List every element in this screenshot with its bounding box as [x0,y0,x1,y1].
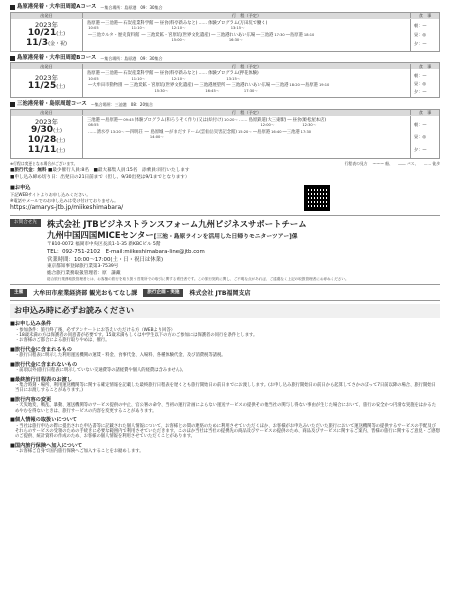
itinerary-line [87,33,406,43]
route-segment: ―がまだすドーム(雲仙岳災害記念館) [164,129,237,135]
manager-note: 総合旅行業務取扱管理者とは、お客様の旅行を取り扱う営業所での取引に関する責任者です。この旅行契約に関し、ご不明な点があれば、ご遠慮なく上記の取扱管理者にお尋ねください。 [46,276,349,281]
square-bullet-icon [10,56,15,61]
route-segment: ―三池港― [100,20,123,26]
route-segment: ― [194,83,199,89]
itinerary-line [87,118,406,128]
itinerary-line [87,130,406,140]
itinerary [83,116,411,158]
route-segment: ―島原港― [100,117,123,123]
departure-dates: 2023年 10/21(土) 11/3(金・祝) [11,19,83,51]
itinerary-stop: 島原鉄道(大三東駅) 12:00～ [248,117,287,128]
notice-section-text: ・参加条件：旅行終了後、必ずアンケートにお答えいただける方（WEBより回答） ・18歳未満の方は保護者の同意書が必要です。15歳未満もしくは中学生以下の方のご参加には保護者の同行を条件とします。 ・お客様のご都合による旅行取りやめは、催行。 [15,327,258,344]
itinerary-stop: 体験プログラム(押花体験) 13:15～ [208,71,259,81]
deadline-info: ■申し込み締め切り日：出発日の21日前まで（但し、9/30出発は9/1までとなります） [10,175,190,181]
itinerary-stop: 三池炭鉱・宮原坑(世界文化遺産) 15:00～ [146,32,211,42]
operator-org: 株式会社 JTB福岡支店 [189,289,251,297]
route-segment: ― [287,117,292,123]
schedule-change-note: ※行程は変更となる場合がございます。 [10,160,78,166]
tour-table [10,109,440,159]
route-segment: ―三池港 [271,83,289,89]
itinerary-stop: 昼食(料亭新みなと) 12:10～ [159,71,198,81]
itinerary-stop: 18:20 [289,83,300,88]
meeting-point: ～集合場所：島原港 09：30集合 [100,4,163,10]
departure-dates: 2023年 11/25(土) [11,69,83,97]
contact-tag: お問合せ先 [10,219,41,227]
itinerary-stop: 17:30 [274,32,285,37]
route-segment: ― [154,71,159,77]
table-header: 出発日 行 程（予定） 食 事 [11,63,439,69]
operator-tag: 旅行企画・実施 [143,289,183,297]
apply-text: 下記WEBサイトよりお申し込みください。 [10,192,91,198]
contact-org: 株式会社 JTBビジネストランスフォーム九州ビジネスサポートチーム [46,219,307,230]
application-section [10,185,440,212]
contact-center: 九州中国四国MICEセンター[三池・島原ラインを活用した日帰りモニターツアー]係 [46,229,298,240]
route-segment: ― [141,32,146,38]
notice-section-title: ■旅行代金に含まれるもの [10,346,72,353]
route-segment: ―大牟田市動物園 [88,83,123,89]
departure-date: 11/3(金・祝) [26,37,67,48]
notice-section-title: ■最終旅行日程表のお渡し [10,376,72,383]
route-segment: ―島原港 [252,129,271,135]
schedule-notes [10,162,440,167]
route-segment: ―三池港 [282,129,300,135]
business-hours: 営業時間：10:00～17:00(土・日・祝日は休業) [46,256,164,263]
notice-section-title: ■国内旅行保険へ加入について [10,442,83,449]
sponsor-row [10,289,440,301]
itinerary-stop: 石炭産業科学館 11:10～ [123,20,154,31]
departure-date: 11/11(土) [27,144,66,155]
contact-address: 〒810-0072 福岡市中央区長浜1-1-35 新KBCビル 5階 [46,242,161,248]
tour-block [10,4,440,52]
tour-block [10,101,440,159]
notice-section-title: ■個人情報の取扱いについて [10,417,78,423]
route-segment: ― [211,32,216,38]
itinerary-line [87,83,406,93]
itinerary-stop: 体験プログラム(万田坑で働く) 13:15～ [208,20,268,31]
route-segment: ― [226,83,231,89]
route-segment: …… [239,117,248,123]
notice-title: お申込み時に必ずお読みください [10,304,440,318]
route-segment: …… [198,71,208,77]
tour-table [10,62,440,98]
apply-note: ※電話やメールでのお申し込みは受け付けておりません。 [10,197,119,203]
departure-date: 10/21(土) [27,27,66,38]
tour-schedules [10,4,440,159]
route-segment: ……湧水亭 [88,129,110,135]
notice-section-title: ■お申し込み条件 [10,321,52,328]
meals: 朝：— 昼：◎ 夕：— [414,22,427,47]
tour-title: 島原港発着・大牟田周遊Bコース ～集合場所：島原港 09：30集合 [10,55,440,62]
notice-section-text: ・天災地変、戦乱、暴動、運送機関等のサービス提供の中止、官公署の命令、当初の運行計画によらない運送サービスの提供その他当社の関与し得ない事由が生じた場合において、旅行の安全かつ円滑な実施をはかるためやむを得ないときは、旅行サービスの内容を変更することがあります。 [15,403,436,414]
square-bullet-icon [10,102,15,107]
table-header: 出発日 行 程（予定） 食 事 [11,110,439,116]
itinerary-stop: 三池港れいあい広場 17:30～ [231,83,271,93]
itinerary-stop: 三池港れいあい広場 16:30～ [216,32,256,42]
tour-block [10,55,440,98]
route-segment: 体験プログラム(和ろうそく作り)又は(絵付け) [134,117,224,123]
sponsor-tag: 主催 [10,289,27,297]
notice-section-text: ・集合時刻・場所、利用運送機関等に関する確定情報を記載した最終旅行日程表を遅くとも旅行開始日の前日までにお渡しします。(お申し込み旅行開始日の前日から起算してさかのぼって7日前以降の場合、旅行開始日当日にお渡しすることがあります。) [15,383,436,394]
itinerary-stop: 島原港 10:05 [87,71,100,81]
notice-section-text: ・旅行日程表に明示した利用運送機関の運賃・料金、食事代金、入場料、各種体験代金、及び消費税等諸税。 [15,353,226,359]
contact-section [10,215,440,285]
route-segment: …… [198,20,208,26]
notice-section-title: ■旅行内容の変更 [10,396,52,403]
route-segment: ―三池港 [256,32,274,38]
itinerary-line [87,71,406,81]
departure-date: 11/25(土) [27,81,66,92]
itinerary-stop: 昼食(姫松屋本店) 12:30～ [292,117,327,128]
itinerary [83,19,411,51]
itinerary-stop: 昼食(料亭新みなと) 12:10～ [159,20,198,31]
route-segment: ―三池港― [100,71,123,77]
tour-title: 島原港発着・大牟田周遊Aコース ～集合場所：島原港 09：30集合 [10,4,440,11]
itinerary-line [87,21,406,31]
notice-section-text: ・前項以外(旅行日程表に明示していない交通費等の諸経費や個人的経費は含みません)。 [15,368,186,374]
itinerary-stop: 島原城 14:00～ [149,129,164,140]
itinerary [83,69,411,97]
contact-tel-email[interactable]: TEL：092-751-2102 E-mail:miikeshimabara-line@jtb.com [46,248,205,255]
notice-section-text: ・お客様ご自身で国内旅行保険へご加入することをお勧めします。 [15,449,144,455]
route-segment: ― [124,83,129,89]
itinerary-stop: 三池港 08:55 [87,117,100,128]
meeting-point: ～集合場所：三池港 08：20集合 [90,101,153,107]
itinerary-stop: 13:20～ [110,129,125,134]
departure-date: 9/30(土) [31,124,62,135]
itinerary-stop: 三池港展望所 16:45～ [199,83,226,93]
notice-sections [10,321,440,454]
route-segment: ―四明荘 [125,129,143,135]
itinerary-stop: 09:45 [123,117,134,122]
departure-dates: 2023年 9/30(土) 10/28(土) 11/11(土) [11,116,83,158]
route-segment: ―三池カルタ・歴史資料館 [88,32,140,38]
itinerary-stop: 16:40 [271,129,282,134]
manager-name: 総合旅行業務取扱管理者：原 謙藏 [46,271,121,277]
meals: 朝：— 昼：◎ 夕：— [414,121,427,152]
qr-code-icon[interactable] [304,185,330,211]
itinerary-stop: 10:20～ [224,117,238,122]
itinerary-stop: 17:30 [300,129,312,134]
sponsor-org: 大牟田市産業経済部 観光おもてなし課 [33,289,138,297]
apply-title: ■お申込 [10,184,31,191]
meeting-point: ～集合場所：島原港 09：30集合 [100,55,163,61]
fare-info: ■旅行代金：無料 ■最少催行人員:8名 ■最大募集人員:15名 添乗員:同行いたします [10,168,190,174]
itinerary-stop: 15:20～ [237,129,252,134]
apply-url-link[interactable]: https://amarys-jtb.jp/miikeshimabara/ [10,203,124,211]
table-header: 出発日 行 程（予定） 食 事 [11,13,439,19]
itinerary-stop: 島原港 10:05 [87,20,100,31]
notice-section-title: ■旅行代金に含まれないもの [10,361,78,368]
itinerary-stop: 三池炭鉱・宮原坑(世界文化遺産) 15:30～ [129,83,194,93]
square-bullet-icon [10,5,15,10]
departure-date: 10/28(土) [27,134,66,145]
route-segment: ―島原港 [285,32,303,38]
tour-table [10,12,440,52]
route-legend: 行程表の見方 ～～～ 船、 ―― バス、 …… 徒歩 [344,160,440,166]
itinerary-stop: 18:10 [303,32,315,37]
route-segment: ―島原港 [300,83,318,89]
tour-title: 三池港発着・島原周遊コース ～集合場所：三池港 08：20集合 [10,101,440,108]
meals: 朝：— 昼：◎ 夕：— [414,72,427,94]
license-number: 東京都知事登録旅行業第3-7539号 [46,264,119,270]
route-segment: ― [144,129,149,135]
route-segment: ― [154,20,159,26]
itinerary-stop: 19:10 [318,83,330,88]
notice-section-text: ・当社は旅行申込の際に提出された申込書等に記載された個人情報について、お客様との間の連絡のために利用させていただくほか、お客様がお申込みいただいた旅行において運送機関等の提供するサービスの手配及びそれらのサービスの受領のための手続きに必要な範囲内で利用させていただきます。このほか当社は当社の提携先の商品及びサービスの提供のため、商品及びサービスに関するご案内、皆様の旅行に関するご意見・ご感想のご提供、統計資料の作成のため、お客様の個人情報を利用させていただくことがあります。 [15,423,440,440]
itinerary-stop: 石炭産業科学館 11:10～ [123,71,154,81]
